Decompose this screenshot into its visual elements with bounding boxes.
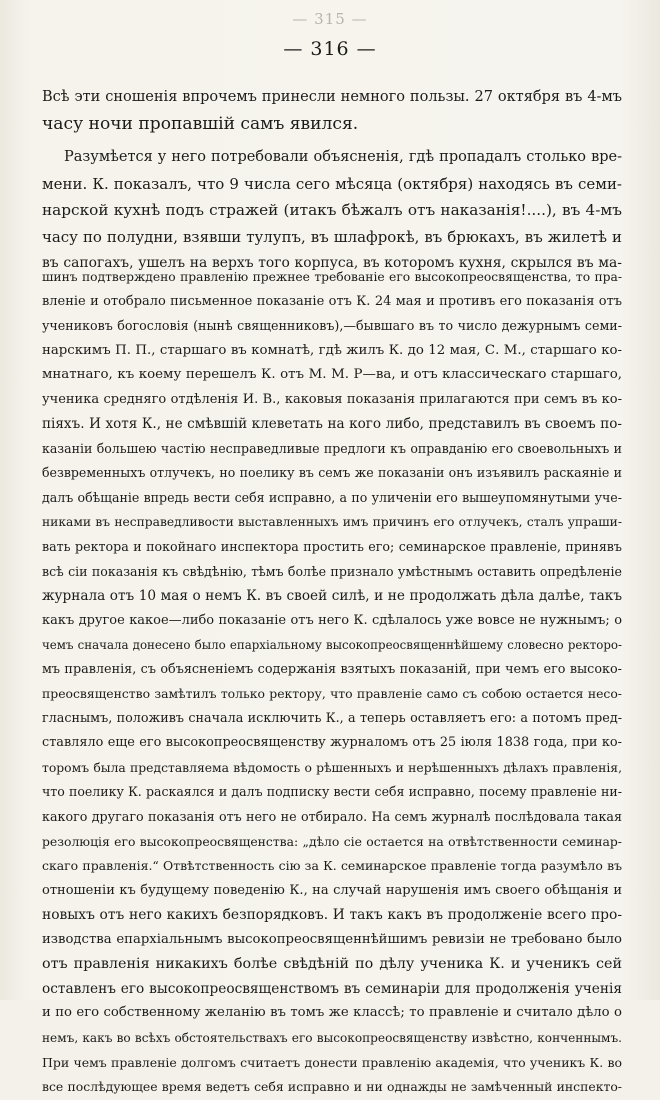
- text-line: ученика средняго отдѣленія И. В., каковыя показанія прилагаются при семъ въ ко-: [42, 391, 622, 407]
- text-line: мъ правленія, съ объясненіемъ содержанія взятыхъ показаній, при чемъ его высоко-: [42, 661, 622, 677]
- text-line: торомъ была представляема вѣдомость о рѣшенныхъ и нерѣшенныхъ дѣлахъ правленія,: [42, 760, 622, 775]
- text-line: какъ другое какое—либо показаніе отъ него К. сдѣлалось уже вовсе не нужнымъ; о: [42, 612, 622, 628]
- text-line: все послѣдующее время ведетъ себя исправно и ни однажды не замѣченный инспекто-: [42, 1079, 622, 1095]
- text-line: скаго правленія.“ Отвѣтственность сію за К. семинарское правленіе тогда разумѣло въ: [42, 858, 622, 874]
- text-line: всѣ сіи показанія къ свѣдѣнію, тѣмъ болѣе признало умѣстнымъ оставить опредѣленіе: [42, 563, 622, 579]
- text-line: чемъ сначала донесено было епархіальному высокопреосвященнѣйшему словесно ректоро-: [42, 638, 622, 653]
- text-line: мнатнаго, къ коему перешелъ К. отъ М. М. Р—ва, и отъ классическаго старшаго,: [42, 367, 622, 383]
- text-line: изводства епархіальнымъ высокопреосвященнѣйшимъ ревизіи не требовано было: [42, 931, 622, 947]
- large-text-block: [42, 84, 622, 277]
- text-line: новыхъ отъ него какихъ безпорядковъ. И такъ какъ въ продолженіе всего про-: [42, 907, 622, 924]
- text-line: казаніи большею частію несправедливые предлоги къ оправданію его своевольныхъ и: [42, 440, 622, 456]
- text-line: учениковъ богословія (нынѣ священниковъ),—бывшаго въ то число дежурнымъ семи-: [42, 318, 622, 334]
- text-line: резолюція его высокопреосвященства: „дѣло сіе остается на отвѣтственности семинар-: [42, 833, 622, 849]
- text-line: ставляло еще его высокопреосвященству журналомъ отъ 25 іюля 1838 года, при ко-: [42, 735, 622, 751]
- text-line: преосвященство замѣтилъ только ректору, что правленіе само съ собою остается несо-: [42, 686, 622, 702]
- text-line: мени. К. показалъ, что 9 числа сего мѣсяца (октября) находясь въ семи-: [42, 174, 622, 193]
- text-line: журнала отъ 10 мая о немъ К. въ своей силѣ, и не продолжать дѣла далѣе, такъ: [42, 588, 622, 605]
- text-line: и по его собственному желанію въ томъ же классѣ; то правленіе и считало дѣло о: [42, 1005, 622, 1021]
- text-line: часу ночи пропавшій самъ явился.: [42, 113, 359, 134]
- text-line: какого другаго показанія отъ него не отбирало. На семъ журналѣ послѣдовала такая: [42, 809, 622, 825]
- text-line: оставленъ его высокопреосвященствомъ въ семинаріи для продолженія ученія: [42, 980, 622, 997]
- text-line: часу по полудни, взявши тулупъ, въ шлафрокѣ, въ брюкахъ, въ жилетѣ и: [42, 227, 622, 246]
- text-line: нарскимъ П. П., старшаго въ комнатѣ, гдѣ жилъ К. до 12 мая, С. М., старшаго ко-: [42, 342, 622, 358]
- text-line: никами въ несправедливости выставленныхъ имъ причинъ его отлучекъ, сталъ упраши-: [42, 515, 622, 530]
- text-line: немъ, какъ во всѣхъ обстоятельствахъ его высокопреосвященству извѣстно, конченнымъ.: [42, 1030, 622, 1045]
- text-line: нарской кухнѣ подъ стражей (итакъ бѣжалъ отъ наказанія!....), въ 4-мъ: [42, 201, 622, 219]
- text-line: Разумѣется у него потребовали объясненія, гдѣ пропадалъ столько вре-: [64, 149, 622, 165]
- bleed-through-header: — 315 —: [292, 10, 368, 28]
- text-line: вать ректора и покойнаго инспектора простить его; семинарское правленіе, принявъ: [42, 539, 622, 555]
- text-line: піяхъ. И хотя К., не смѣвшій клеветать на кого либо, представилъ въ своемъ по-: [42, 416, 622, 433]
- text-line: отношеніи къ будущему поведенію К., на случай нарушенія имъ своего обѣщанія и: [42, 882, 622, 898]
- text-line: безвременныхъ отлучекъ, но поелику въ семъ же показаніи онъ изъявилъ раскаяніе и: [42, 465, 622, 481]
- text-line: вленіе и отобрало письменное показаніе отъ К. 24 мая и противъ его показанія отъ: [42, 293, 622, 309]
- text-line: въ сапогахъ, ушелъ на верхъ того корпуса, въ которомъ кухня, скрылся въ ма-: [42, 255, 622, 271]
- text-line: При чемъ правленіе долгомъ считаетъ донести правленію академія, что ученикъ К. во: [42, 1054, 622, 1070]
- text-line: отъ правленія никакихъ болѣе свѣдѣній по дѣлу ученика К. и ученикъ сей: [42, 956, 622, 973]
- text-line: далъ обѣщаніе впредь вести себя исправно, а по уличеніи его вышеупомянутыми уче-: [42, 489, 622, 505]
- text-line: гласнымъ, положивъ сначала исключить К., а теперь оставляетъ его: а потомъ пред-: [42, 710, 622, 726]
- small-text-block: [42, 265, 622, 1100]
- text-line: Всѣ эти сношенія впрочемъ принесли немного пользы. 27 октября въ 4-мъ: [42, 89, 622, 105]
- page-number: — 316 —: [283, 38, 377, 60]
- text-line: шинъ подтверждено правленію прежнее требованіе его высокопреосвященства, то пра-: [42, 270, 622, 284]
- text-line: что поелику К. раскаялся и далъ подписку вести себя исправно, посему правленіе ни-: [42, 784, 622, 800]
